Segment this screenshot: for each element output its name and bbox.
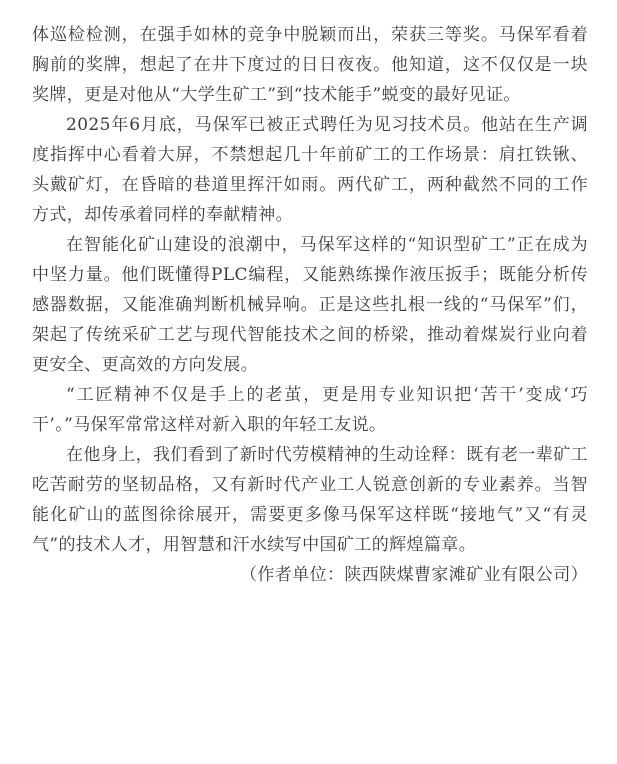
article-paragraph: 在智能化矿山建设的浪潮中，马保军这样的“知识型矿工”正在成为中坚力量。他们既懂得PLC编程，又能熟练操作液压扳手；既能分析传感器数据，又能准确判断机械异响。正是这些扎根一线的“马保军”们，架起了传统采矿工艺与现代智能技术之间的桥梁，推动着煤炭行业向着更安全、更高效的方向发展。 <box>32 235 588 375</box>
article-paragraph: 2025年6月底，马保军已被正式聘任为见习技术员。他站在生产调度指挥中心看着大屏，不禁想起几十年前矿工的工作场景：肩扛铁锹、头戴矿灯，在昏暗的巷道里挥汗如雨。两代矿工，两种截然不同的工作方式，却传承着同样的奉献精神。 <box>32 115 588 225</box>
article-paragraph: “工匠精神不仅是手上的老茧，更是用专业知识把‘苦干’变成‘巧干’。”马保军常常这样对新入职的年轻工友说。 <box>32 385 588 435</box>
article-paragraph: 在他身上，我们看到了新时代劳模精神的生动诠释：既有老一辈矿工吃苦耐劳的坚韧品格，又有新时代产业工人锐意创新的专业素养。当智能化矿山的蓝图徐徐展开，需要更多像马保军这样既“接地气”又“有灵气”的技术人才，用智慧和汗水续写中国矿工的辉煌篇章。 <box>32 445 588 555</box>
article-paragraph: 体巡检检测，在强手如林的竞争中脱颖而出，荣获三等奖。马保军看着胸前的奖牌，想起了在井下度过的日日夜夜。他知道，这不仅仅是一块奖牌，更是对他从“大学生矿工”到“技术能手”蜕变的最好见证。 <box>32 25 588 105</box>
article-body <box>32 20 588 590</box>
author-attribution: （作者单位：陕西陕煤曹家滩矿业有限公司） <box>240 565 588 585</box>
